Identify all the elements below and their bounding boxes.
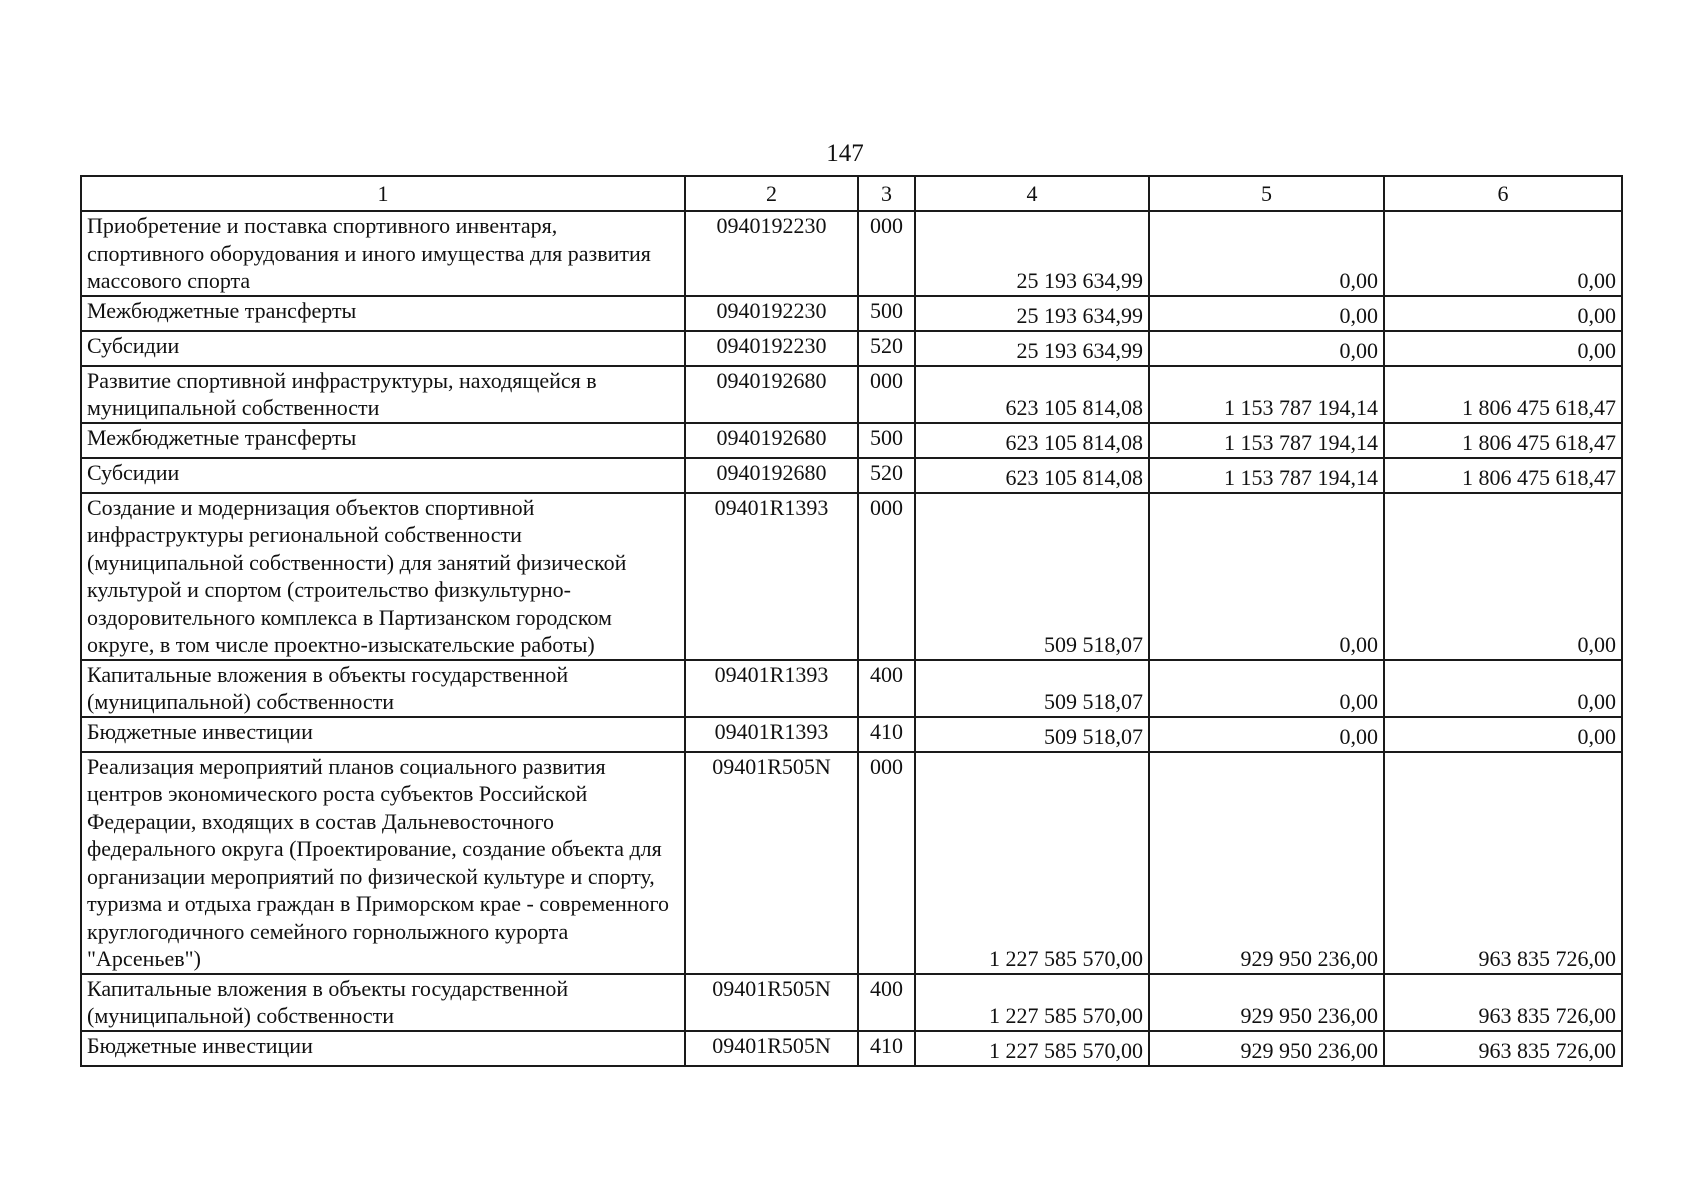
row-value-4: 1 227 585 570,00: [915, 974, 1149, 1031]
row-code: 09401R505N: [685, 1031, 858, 1066]
row-code: 09401R1393: [685, 660, 858, 717]
row-name: Бюджетные инвестиции: [81, 1031, 685, 1066]
row-name: Развитие спортивной инфраструктуры, находящейся в муниципальной собственности: [81, 366, 685, 423]
row-value-4: 25 193 634,99: [915, 296, 1149, 331]
row-type: 000: [858, 366, 915, 423]
row-value-6: 1 806 475 618,47: [1384, 458, 1622, 493]
row-value-6: 0,00: [1384, 331, 1622, 366]
row-code: 0940192680: [685, 458, 858, 493]
row-value-6: 963 835 726,00: [1384, 974, 1622, 1031]
row-name: Бюджетные инвестиции: [81, 717, 685, 752]
row-value-5: 0,00: [1149, 493, 1384, 660]
row-type: 410: [858, 717, 915, 752]
row-type: 500: [858, 423, 915, 458]
row-type: 400: [858, 660, 915, 717]
row-value-6: 1 806 475 618,47: [1384, 423, 1622, 458]
row-code: 09401R505N: [685, 752, 858, 974]
page-number: 147: [826, 140, 864, 167]
row-name: Капитальные вложения в объекты государственной (муниципальной) собственности: [81, 660, 685, 717]
row-value-6: 963 835 726,00: [1384, 752, 1622, 974]
row-name: Капитальные вложения в объекты государственной (муниципальной) собственности: [81, 974, 685, 1031]
row-name: Межбюджетные трансферты: [81, 423, 685, 458]
row-type: 000: [858, 493, 915, 660]
table-row: [81, 974, 1622, 1031]
row-value-5: 0,00: [1149, 717, 1384, 752]
row-value-4: 1 227 585 570,00: [915, 752, 1149, 974]
row-value-4: 509 518,07: [915, 660, 1149, 717]
table-row: [81, 752, 1622, 974]
column-header: 1: [81, 176, 685, 211]
row-value-6: 0,00: [1384, 296, 1622, 331]
column-header: 3: [858, 176, 915, 211]
row-code: 0940192230: [685, 296, 858, 331]
table-row: [81, 660, 1622, 717]
row-name: Субсидии: [81, 331, 685, 366]
row-code: 09401R1393: [685, 493, 858, 660]
row-code: 09401R505N: [685, 974, 858, 1031]
row-value-5: 1 153 787 194,14: [1149, 423, 1384, 458]
row-type: 400: [858, 974, 915, 1031]
row-value-5: 1 153 787 194,14: [1149, 366, 1384, 423]
row-type: 410: [858, 1031, 915, 1066]
row-value-5: 929 950 236,00: [1149, 1031, 1384, 1066]
column-header: 5: [1149, 176, 1384, 211]
row-type: 000: [858, 211, 915, 296]
table-row: [81, 458, 1622, 493]
row-type: 500: [858, 296, 915, 331]
row-value-6: 0,00: [1384, 211, 1622, 296]
row-value-5: 1 153 787 194,14: [1149, 458, 1384, 493]
row-name: Субсидии: [81, 458, 685, 493]
row-type: 520: [858, 458, 915, 493]
column-header: 6: [1384, 176, 1622, 211]
row-code: 09401R1393: [685, 717, 858, 752]
row-value-4: 509 518,07: [915, 717, 1149, 752]
row-value-6: 0,00: [1384, 717, 1622, 752]
row-value-6: 0,00: [1384, 660, 1622, 717]
row-code: 0940192680: [685, 423, 858, 458]
row-value-4: 623 105 814,08: [915, 423, 1149, 458]
table-row: [81, 366, 1622, 423]
row-value-6: 0,00: [1384, 493, 1622, 660]
row-name: Приобретение и поставка спортивного инвентаря, спортивного оборудования и иного имущества для развития массового спорта: [81, 211, 685, 296]
row-value-4: 509 518,07: [915, 493, 1149, 660]
table-row: [81, 211, 1622, 296]
row-value-6: 963 835 726,00: [1384, 1031, 1622, 1066]
row-value-4: 623 105 814,08: [915, 366, 1149, 423]
row-value-4: 25 193 634,99: [915, 211, 1149, 296]
row-value-4: 623 105 814,08: [915, 458, 1149, 493]
row-value-5: 0,00: [1149, 660, 1384, 717]
row-code: 0940192230: [685, 331, 858, 366]
row-value-5: 929 950 236,00: [1149, 974, 1384, 1031]
row-value-5: 0,00: [1149, 211, 1384, 296]
row-value-5: 0,00: [1149, 296, 1384, 331]
table-row: [81, 423, 1622, 458]
table-row: [81, 331, 1622, 366]
row-value-5: 0,00: [1149, 331, 1384, 366]
header-row: [81, 176, 1622, 211]
row-type: 520: [858, 331, 915, 366]
row-value-5: 929 950 236,00: [1149, 752, 1384, 974]
row-code: 0940192230: [685, 211, 858, 296]
row-value-4: 25 193 634,99: [915, 331, 1149, 366]
table-row: [81, 296, 1622, 331]
row-name: Реализация мероприятий планов социального развития центров экономического роста субъектов Российской Федерации, входящих в состав Дальневосточного федерального округа (Проектирование, создание объекта для организации мероприятий по физической культуре и спорту, туризма и отдыха граждан в Приморском крае - современного круглогодичного семейного горнолыжного курорта "Арсеньев"): [81, 752, 685, 974]
row-value-4: 1 227 585 570,00: [915, 1031, 1149, 1066]
budget-table: [80, 175, 1623, 1067]
column-header: 2: [685, 176, 858, 211]
table-row: [81, 1031, 1622, 1066]
row-type: 000: [858, 752, 915, 974]
row-name: Межбюджетные трансферты: [81, 296, 685, 331]
row-name: Создание и модернизация объектов спортивной инфраструктуры региональной собственности (муниципальной собственности) для занятий физической культурой и спортом (строительство физкультурно-оздоровительного комплекса в Партизанском городском округе, в том числе проектно-изыскательские работы): [81, 493, 685, 660]
column-header: 4: [915, 176, 1149, 211]
table-row: [81, 493, 1622, 660]
row-code: 0940192680: [685, 366, 858, 423]
row-value-6: 1 806 475 618,47: [1384, 366, 1622, 423]
table-row: [81, 717, 1622, 752]
